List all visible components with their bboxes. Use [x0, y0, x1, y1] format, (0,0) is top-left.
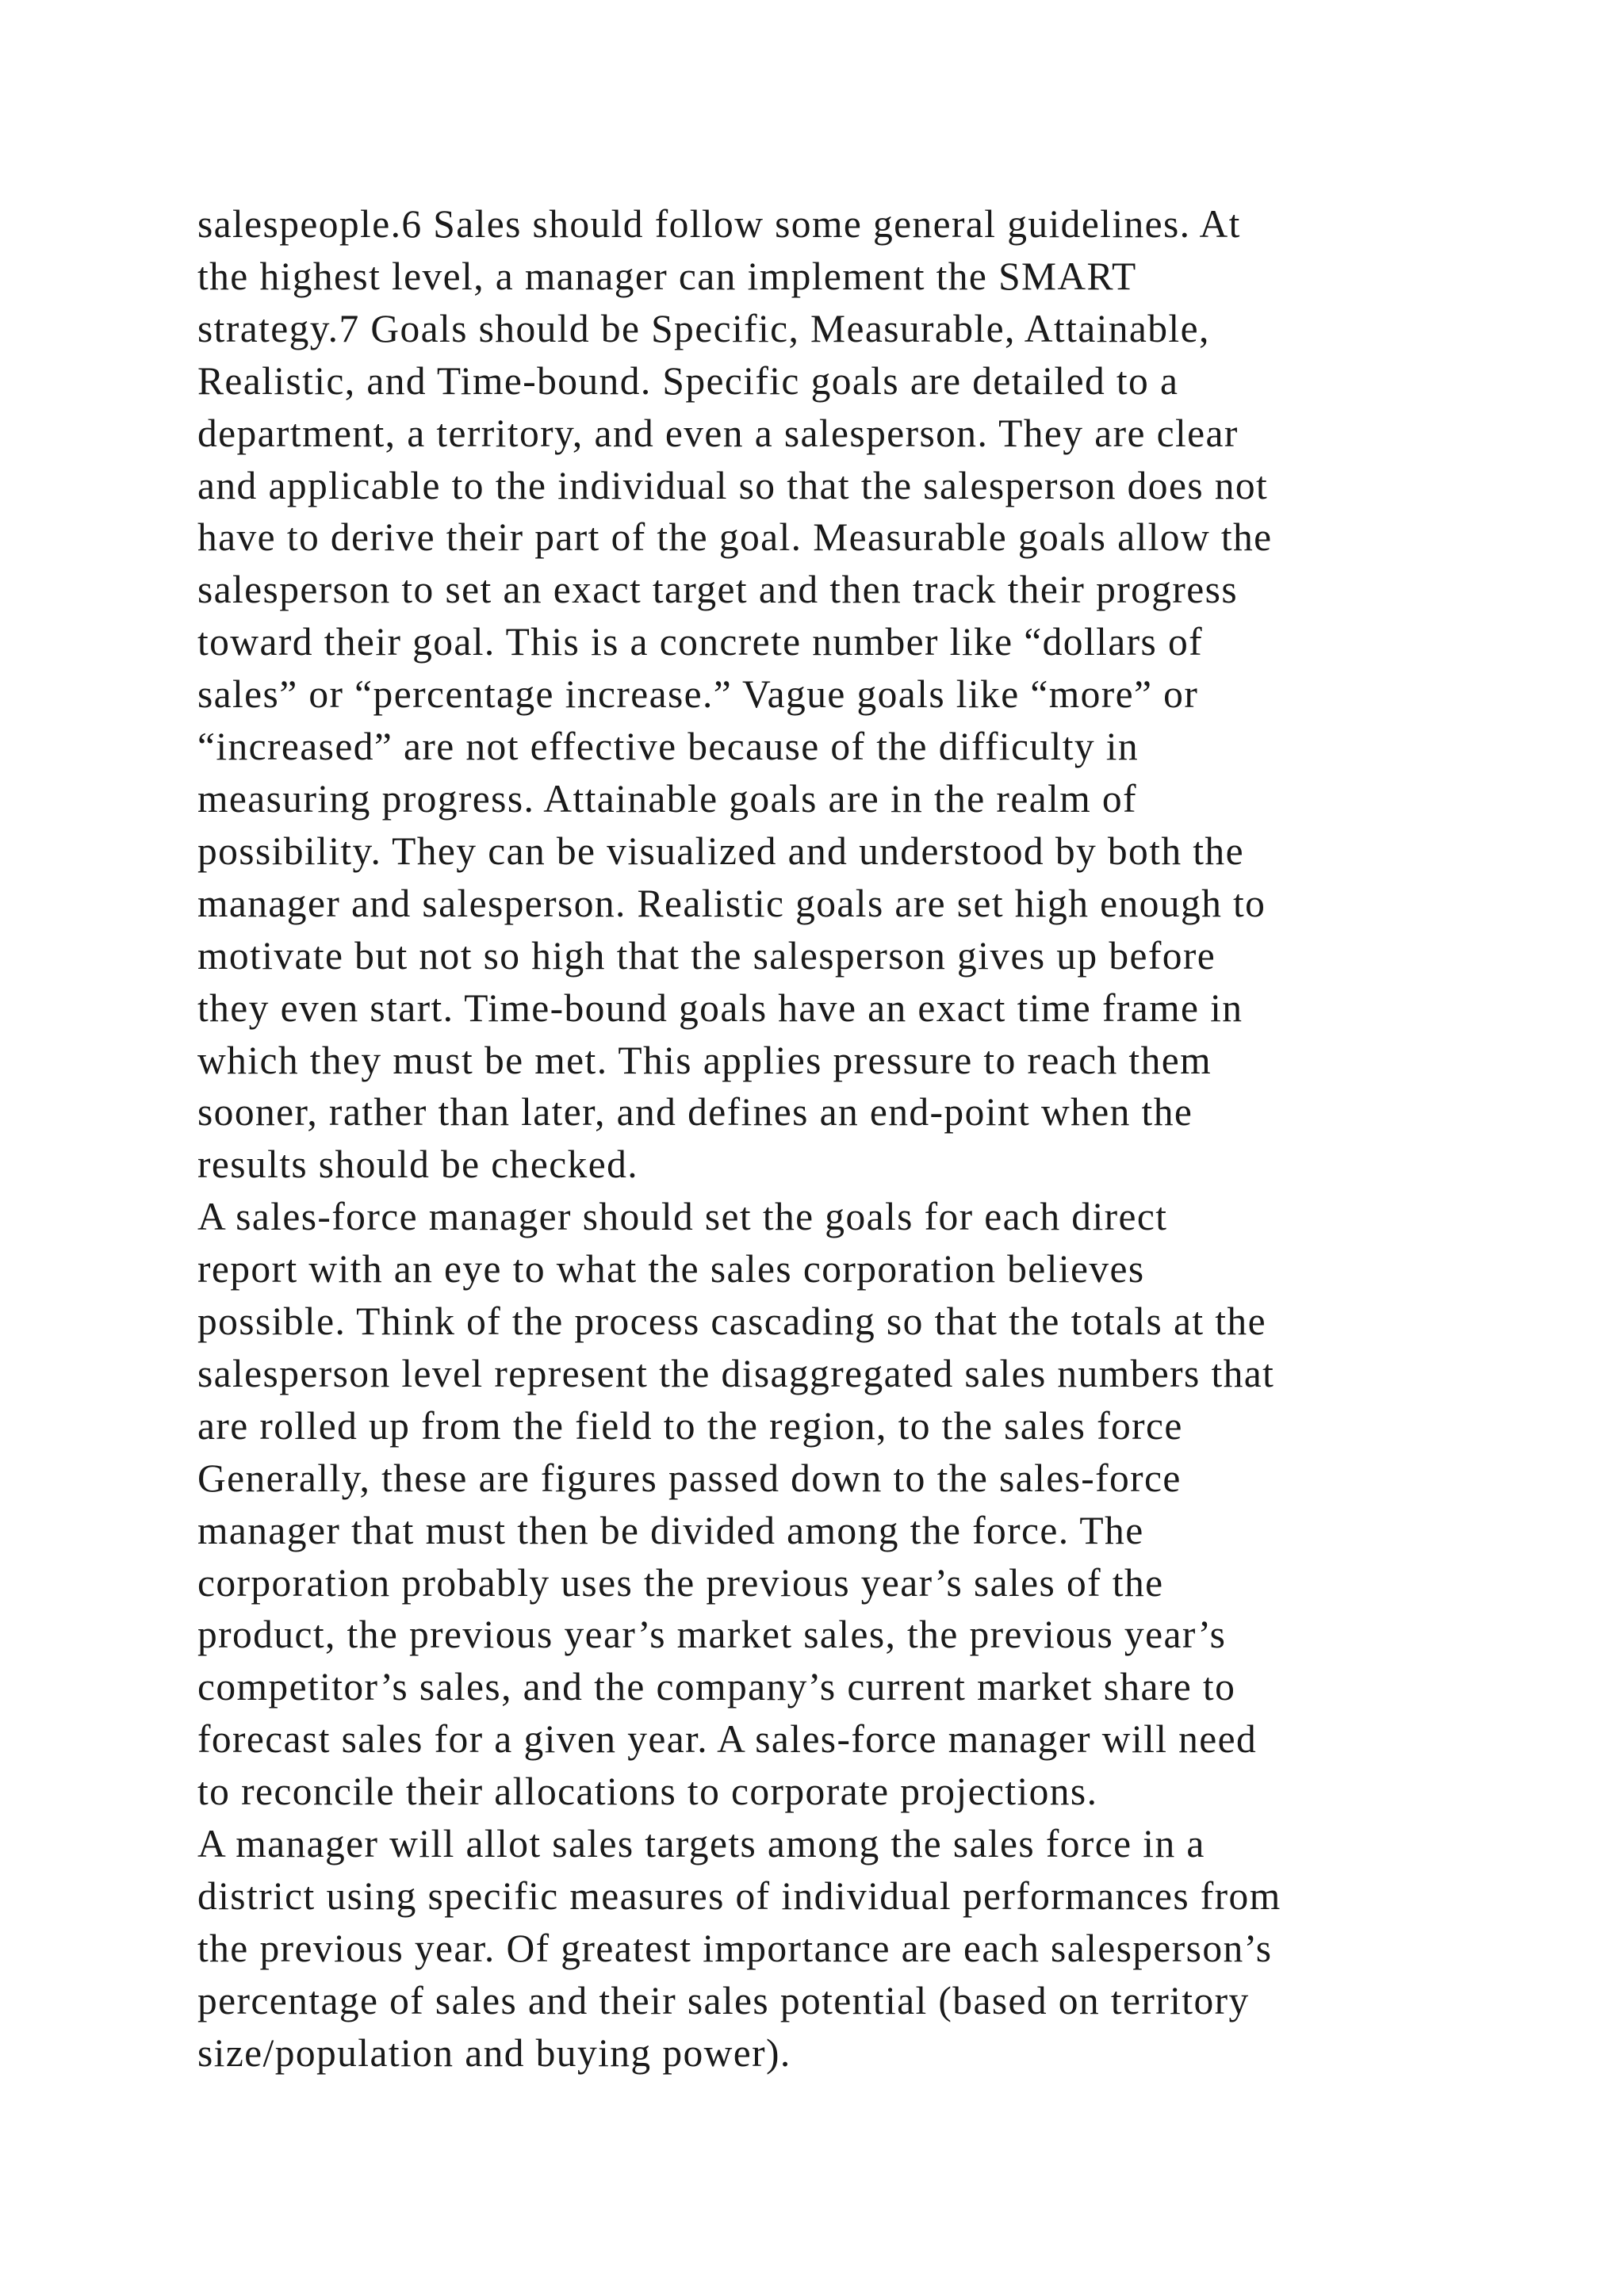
text-line: and applicable to the individual so that the salesperson does not	[197, 463, 1269, 507]
text-line: Realistic, and Time-bound. Specific goals are detailed to a	[197, 358, 1179, 403]
text-line: motivate but not so high that the salesperson gives up before	[197, 933, 1216, 978]
text-line: “increased” are not effective because of the difficulty in	[197, 725, 1139, 769]
text-line: manager and salesperson. Realistic goals are set high enough to	[197, 881, 1266, 925]
text-line: product, the previous year’s market sales, the previous year’s	[197, 1613, 1227, 1657]
text-line: A sales-force manager should set the goals for each direct	[197, 1195, 1168, 1239]
text-line: A manager will allot sales targets among the sales force in a	[197, 1822, 1205, 1866]
text-line: results should be checked.	[197, 1142, 639, 1187]
text-line: percentage of sales and their sales potential (based on territory	[197, 1978, 1250, 2022]
text-line: competitor’s sales, and the company’s current market share to	[197, 1665, 1236, 1709]
text-line: forecast sales for a given year. A sales-force manager will need	[197, 1717, 1258, 1762]
text-line: salesperson level represent the disaggregated sales numbers that	[197, 1351, 1275, 1395]
text-line: sales” or “percentage increase.” Vague goals like “more” or	[197, 672, 1199, 717]
text-line: to reconcile their allocations to corporate projections.	[197, 1770, 1098, 1814]
text-line: salesperson to set an exact target and then track their progress	[197, 568, 1238, 612]
text-line: which they must be met. This applies pressure to reach them	[197, 1038, 1212, 1082]
text-line: size/population and buying power).	[197, 2030, 791, 2075]
text-line: corporation probably uses the previous year’s sales of the	[197, 1560, 1164, 1605]
body-text	[197, 198, 1450, 2080]
text-line: possibility. They can be visualized and understood by both the	[197, 828, 1244, 873]
text-line: are rolled up from the field to the region, to the sales force	[197, 1403, 1183, 1448]
text-line: possible. Think of the process cascading so that the totals at the	[197, 1299, 1266, 1344]
text-line: measuring progress. Attainable goals are in the realm of	[197, 776, 1137, 821]
text-line: the previous year. Of greatest importance are each salesperson’s	[197, 1926, 1273, 1970]
text-line: salespeople.6 Sales should follow some general guidelines. At	[197, 202, 1241, 246]
text-line: department, a territory, and even a salesperson. They are clear	[197, 411, 1239, 455]
text-line: toward their goal. This is a concrete number like “dollars of	[197, 620, 1203, 664]
text-line: the highest level, a manager can implement the SMART	[197, 254, 1137, 298]
text-line: district using specific measures of individual performances from	[197, 1874, 1281, 1918]
text-line: Generally, these are figures passed down to the sales-force	[197, 1456, 1182, 1500]
text-line: report with an eye to what the sales corporation believes	[197, 1247, 1145, 1292]
text-line: manager that must then be divided among the force. The	[197, 1508, 1144, 1552]
text-line: they even start. Time-bound goals have an exact time frame in	[197, 985, 1243, 1030]
text-line: strategy.7 Goals should be Specific, Measurable, Attainable,	[197, 306, 1210, 350]
text-line: sooner, rather than later, and defines an end-point when the	[197, 1090, 1193, 1135]
text-line: have to derive their part of the goal. Measurable goals allow the	[197, 515, 1273, 560]
